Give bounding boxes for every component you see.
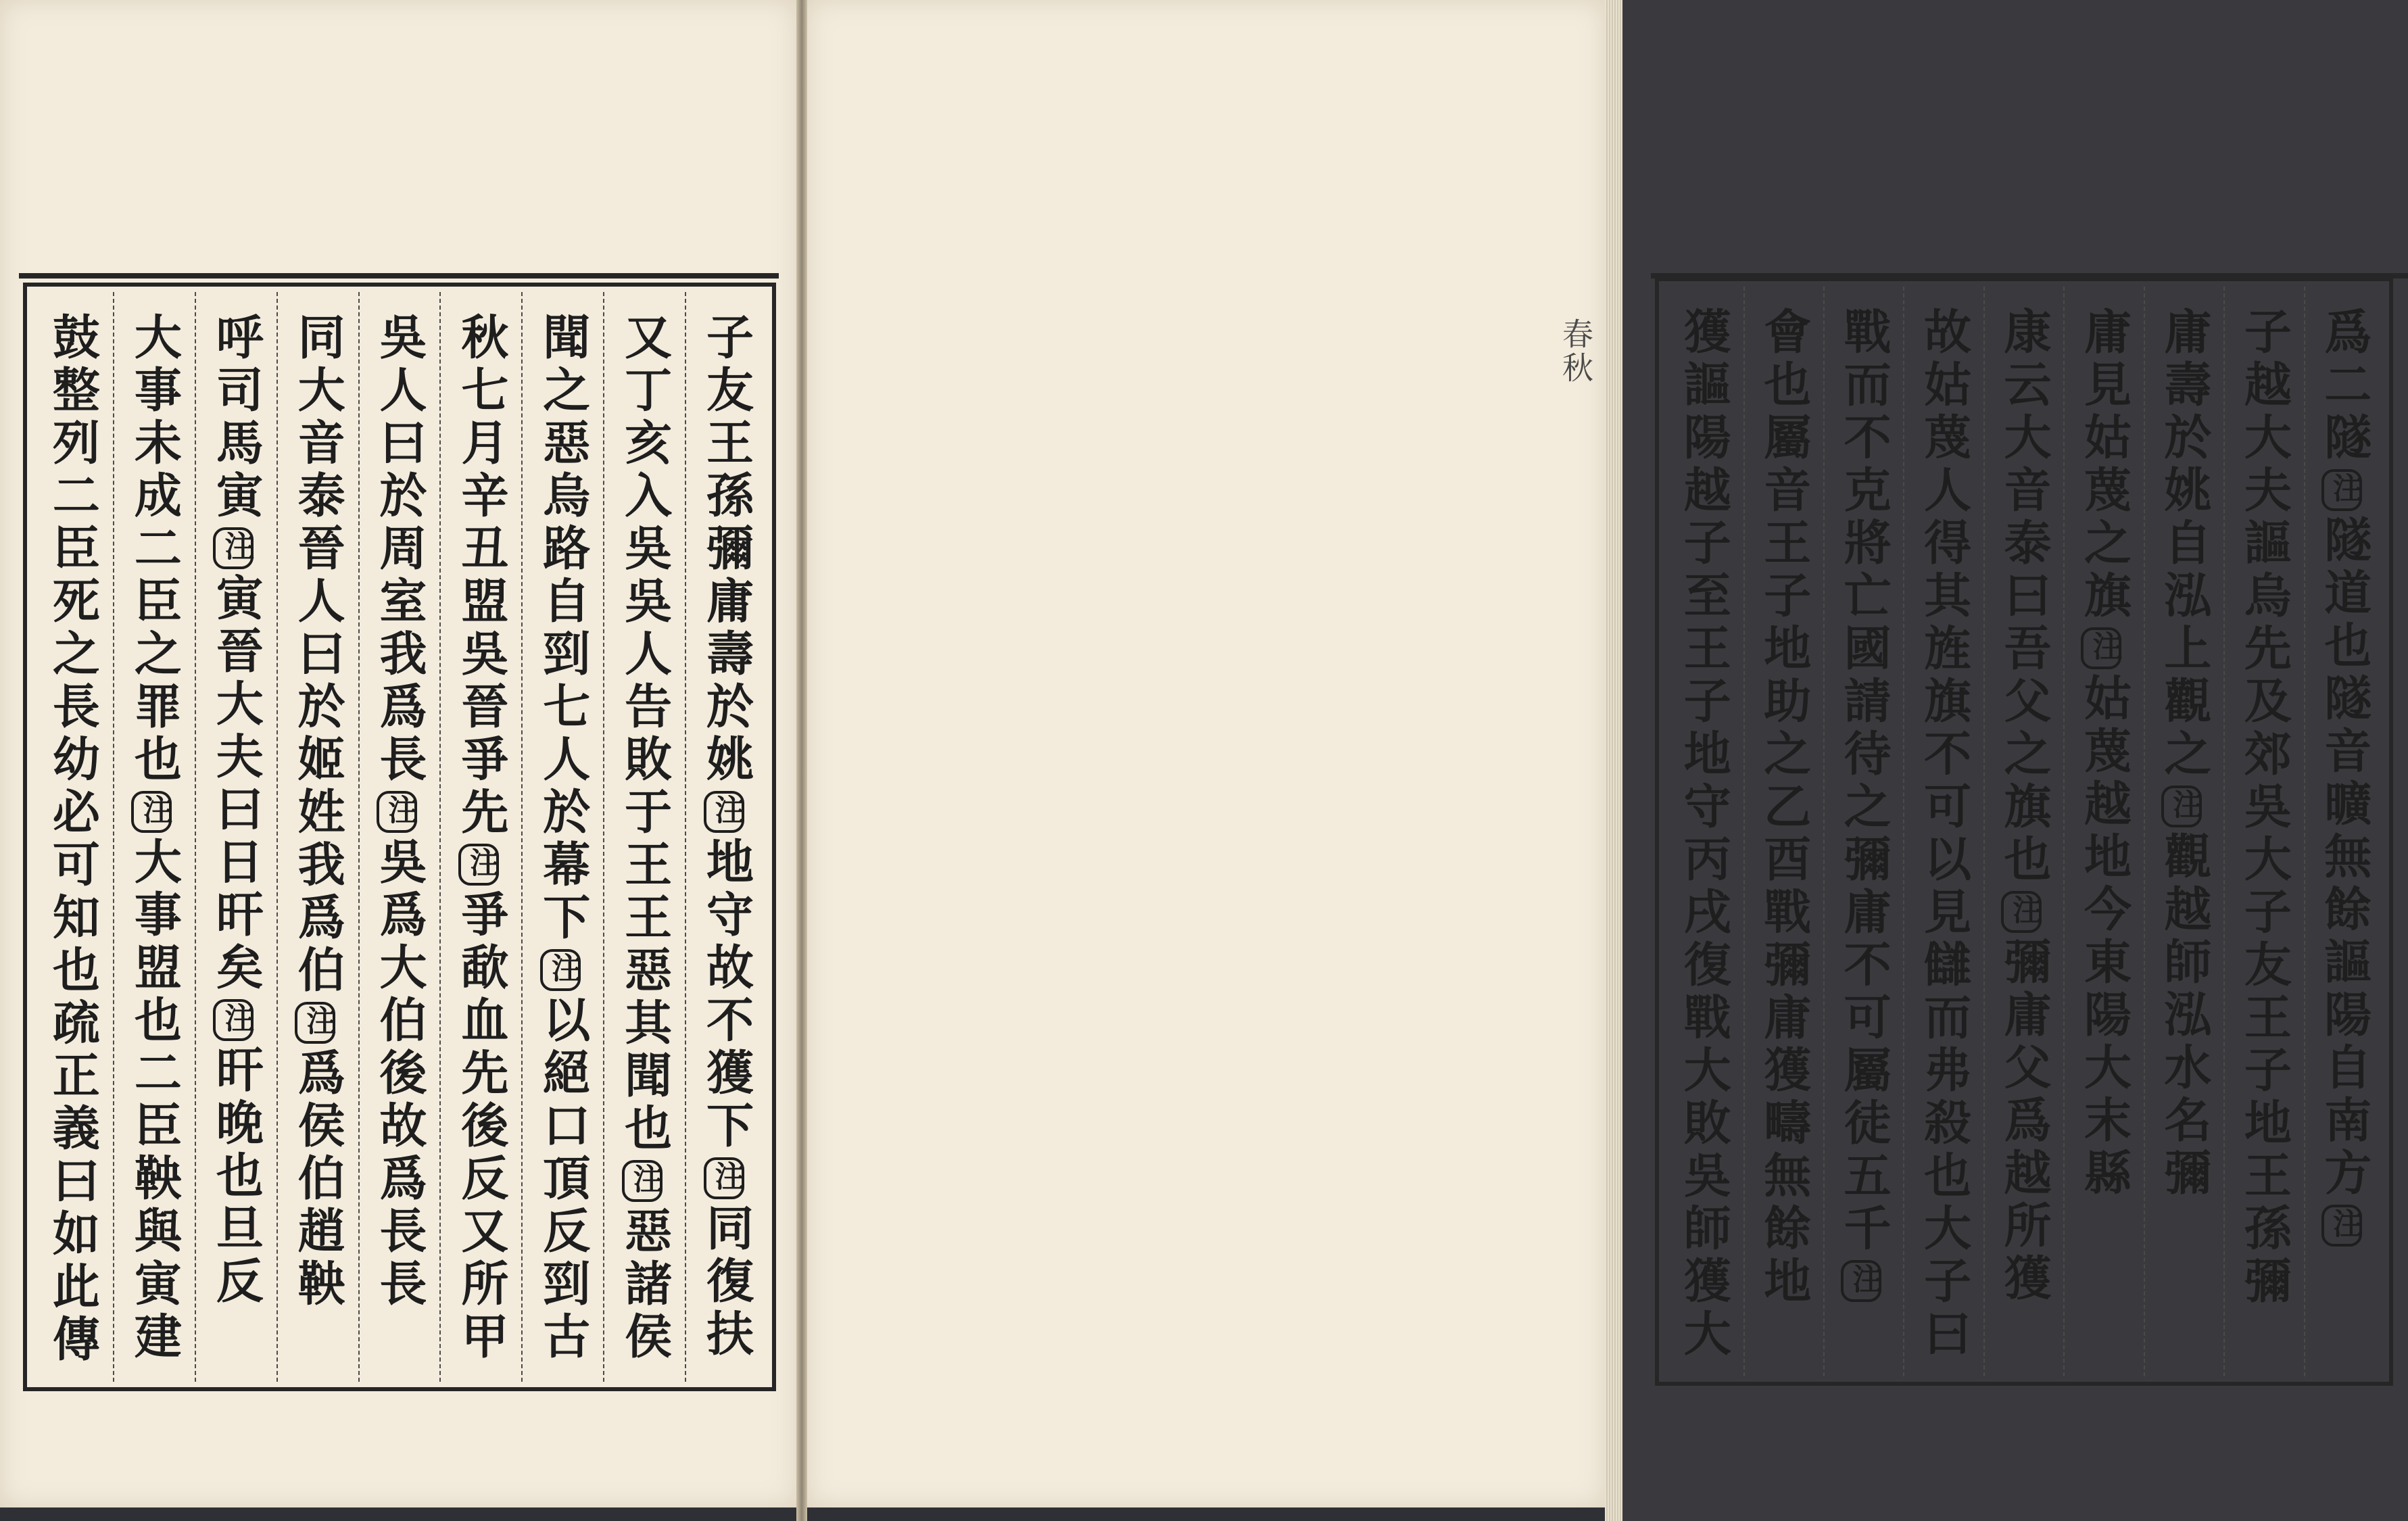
column-text: 大事未成二臣之罪也注大事盟也二臣鞅與寅建 bbox=[126, 312, 183, 1364]
right-margin-note: 春秋 bbox=[1558, 318, 1594, 385]
column-text: 戰而不克將亡國請待之彌庸不可屬徒五千注 bbox=[1840, 307, 1887, 1306]
left-page-column bbox=[603, 292, 685, 1382]
annotation-marker: 注 bbox=[2321, 469, 2362, 511]
annotation-marker: 注 bbox=[704, 791, 744, 833]
right-page-column bbox=[2144, 287, 2223, 1376]
annotation-marker: 注 bbox=[2321, 1205, 2362, 1247]
left-text-columns bbox=[32, 292, 767, 1382]
left-page-column bbox=[276, 292, 358, 1382]
annotation-marker: 注 bbox=[131, 791, 172, 833]
column-text: 又丁亥入吳吳人告敗于王王惡其聞也注惡諸侯 bbox=[617, 312, 673, 1364]
left-page-column bbox=[113, 292, 195, 1382]
left-page-column bbox=[358, 292, 440, 1382]
annotation-marker: 注 bbox=[458, 844, 499, 886]
column-text: 康云大音泰曰吾父之旗也注彌庸父爲越所獲 bbox=[1996, 307, 2053, 1306]
column-text: 秋七月辛丑盟吳晉爭先注爭歃血先後反又所甲 bbox=[453, 312, 510, 1364]
column-text: 爲二隧注隧道也隧音曠無餘謳陽自南方注 bbox=[2321, 307, 2368, 1251]
left-page-column bbox=[195, 292, 276, 1382]
column-text: 子越大夫謳烏先及郊吳大子友王子地王孫彌 bbox=[2236, 307, 2293, 1309]
right-page-column bbox=[1664, 287, 1743, 1376]
book-gutter bbox=[796, 0, 807, 1521]
left-page-column bbox=[521, 292, 603, 1382]
column-text: 聞之惡烏路自剄七人於幕下注以絕口頂反剄古 bbox=[535, 312, 592, 1364]
annotation-marker: 注 bbox=[2161, 786, 2202, 827]
column-text: 呼司馬寅注寅晉大夫曰日旰矣注旰晚也旦反 bbox=[208, 312, 265, 1309]
left-page-column bbox=[439, 292, 521, 1382]
column-text: 庸見姑蔑之旗注姑蔑越地今東陽大末縣 bbox=[2076, 307, 2133, 1201]
annotation-marker: 注 bbox=[213, 999, 254, 1041]
annotation-marker: 注 bbox=[622, 1160, 663, 1202]
annotation-marker: 注 bbox=[2081, 627, 2121, 669]
annotation-marker: 注 bbox=[704, 1157, 744, 1199]
annotation-marker: 注 bbox=[377, 791, 417, 833]
annotation-marker: 注 bbox=[1841, 1260, 1881, 1302]
right-page-column bbox=[1823, 287, 1903, 1376]
column-text: 會也屬音王子地助之乙酉戰彌庸獲疇無餘地 bbox=[1756, 307, 1812, 1309]
right-page-frame bbox=[1655, 277, 2393, 1386]
right-text-columns bbox=[1664, 287, 2384, 1376]
left-page-column bbox=[32, 292, 113, 1382]
column-text: 鼓整列二臣死之長幼必可知也疏正義曰如此傳 bbox=[45, 312, 101, 1367]
right-page bbox=[807, 0, 2373, 1507]
right-page-column bbox=[1983, 287, 2063, 1376]
left-page-frame bbox=[23, 283, 776, 1391]
annotation-marker: 注 bbox=[540, 949, 581, 991]
right-page-column bbox=[2063, 287, 2143, 1376]
right-page-column bbox=[1743, 287, 1823, 1376]
page-edge-stack bbox=[1605, 0, 1622, 1521]
column-text: 獲謳陽越子至王子地守丙戌復戰大敗吳師獲大 bbox=[1676, 307, 1733, 1361]
column-text: 子友王孫彌庸壽於姚注地守故不獲下注同復扶 bbox=[698, 312, 755, 1361]
right-page-column bbox=[2223, 287, 2303, 1376]
column-text: 庸壽於姚自泓上觀之注觀越師泓水名彌 bbox=[2156, 307, 2213, 1201]
left-page-head-rule bbox=[19, 273, 779, 279]
column-text: 吳人曰於周室我爲長注吳爲大伯後故爲長長 bbox=[371, 312, 428, 1311]
right-page-column bbox=[2304, 287, 2384, 1376]
annotation-marker: 注 bbox=[2001, 891, 2042, 933]
annotation-marker: 注 bbox=[213, 527, 254, 569]
left-page-column bbox=[685, 292, 767, 1382]
right-page-column bbox=[1903, 287, 1983, 1376]
left-page bbox=[0, 0, 796, 1507]
annotation-marker: 注 bbox=[295, 1002, 335, 1044]
column-text: 故姑蔑人得其旌旗不可以見讎而弗殺也大子曰 bbox=[1916, 307, 1973, 1361]
column-text: 同大音泰晉人曰於姬姓我爲伯注爲侯伯趙鞅 bbox=[290, 312, 347, 1311]
